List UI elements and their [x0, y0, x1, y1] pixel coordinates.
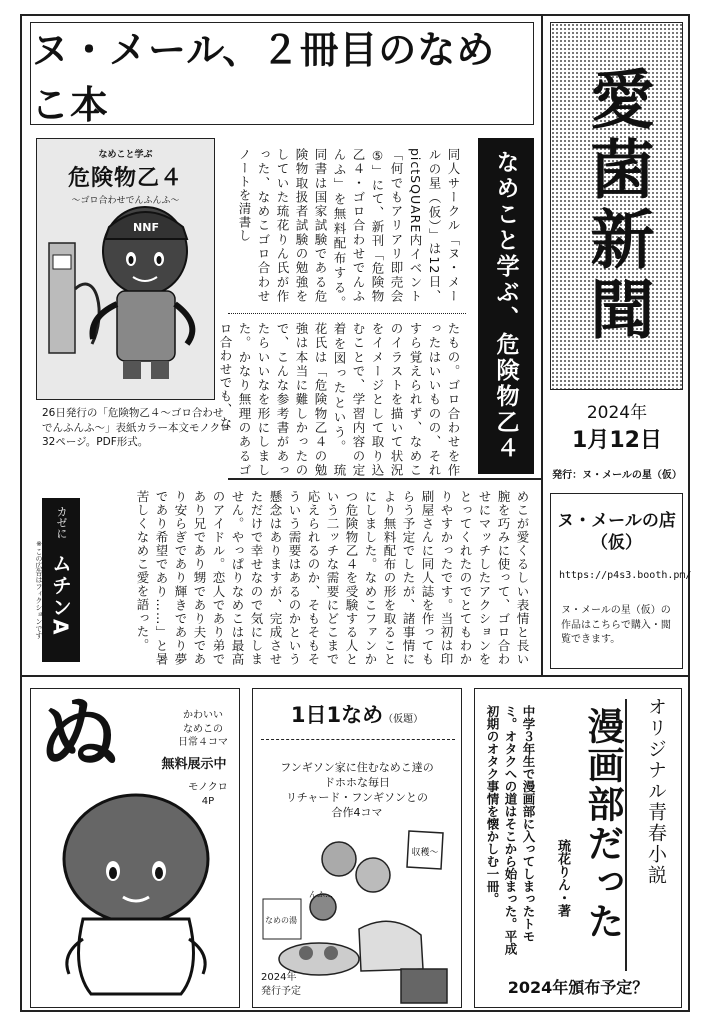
svg-text:んふ…: んふ…: [309, 890, 333, 899]
column-label: カゼに: [55, 506, 68, 539]
svg-text:収穫〜: 収穫〜: [411, 848, 439, 858]
nameko-mascot-icon: [37, 139, 215, 400]
headline: ヌ・メール、２冊目のなめこ本: [30, 22, 534, 125]
cover-caption: 26日発行の「危険物乙４〜ゴロ合わせでんふんふ〜」表紙カラー本文モノクロ32ページ。PDF形式。: [42, 407, 231, 449]
section-divider: [20, 675, 690, 677]
shop-name: ヌ・メールの店 （仮）: [557, 511, 676, 554]
column-title: ムチンA: [48, 553, 73, 637]
ad1-highlight: 無料展示中: [161, 757, 227, 772]
book-cover-image: [36, 138, 215, 400]
article-column-1: 同人サークル「ヌ・メールの星（仮）」は12日、pictSQUARE内イベント「何でもアリアリ即売会⑤」にて、新刊「危険物乙４・ゴロ合わせでんふんふ」を無料配布する。 同書は国家試験である危険物取扱者試験の勉強をしていた琉花りん氏が作った、なめこゴロ合わせノートを清書し: [237, 148, 461, 317]
ad2-description: フンギソン家に住むなめこ達の ドホホな毎日 リチャード・フンギソンとの 合作4コマ: [280, 761, 434, 819]
cover-cap-text: NNF: [133, 221, 159, 234]
shop-box: [550, 493, 692, 669]
article-column-2: たもの。ゴロ合わせを作ったはいいものの、それすら覚えられず、なめこのイラストを描いて状況をイメージとして取り込むことで、学習内容の定着を図ったという。 琉花氏は「危険物乙４の勉強は本当に難しかったので、こんな参考書があったらいいなを形にしました。かなり無理のあるゴロ合わせでも、な: [218, 322, 461, 477]
issue-year: 2024年: [586, 403, 648, 423]
ad3-release: 2024年頒布予定？: [507, 978, 649, 997]
article-column-3: めこが愛くるしい表情と長い腕を巧みに使って、ゴロ合わせにマッチしたアクションをとってくれたのでとてもわかりやすかったです。当初は印刷屋さんに同人誌を作ってもらう予定でしたが、諸事情により無料配布の形を取ることにしました。なめこファンかつ危険物乙４を受験する人という二ッチな需要にどこまで応えられるのか、そもそもそういう需要はあるのかという懸念はありますが、完成させただけで幸せなので気にしません。やっぱりなめこは最高のアイドル。恋人であり弟であり兄であり甥であり夫であり安らぎであり輝きであり夢であり希望であり……」と暑苦しくなめこ愛を語った。: [135, 490, 530, 666]
article-row-divider: [228, 313, 466, 314]
ad2-tentative: （仮題）: [383, 714, 424, 725]
column-ad: [42, 498, 80, 662]
fiction-note: ※この広告はフィクションです: [35, 540, 43, 639]
ad2-dash-line: [261, 739, 455, 740]
ad3-genre: オリジナル青春小説: [645, 697, 667, 886]
masthead: [550, 22, 683, 390]
ad1-big-letter: ぬ: [39, 688, 119, 781]
cover-small-title: なめこと学ぶ: [98, 150, 153, 160]
ad3-description: 中学３年生で漫画部に入ってしまったトモミ。オタクへの道はそこから始まった。平成初期のオタク事情を懐かしむ一冊。: [485, 705, 536, 955]
cover-subtitle: 〜ゴロ合わせでんふんふ〜: [71, 196, 180, 206]
ad2-title-row: [253, 699, 461, 729]
ad3-author: 琉花りん・著: [555, 839, 570, 917]
shop-url[interactable]: https://p4s3.booth.pm/: [559, 570, 692, 581]
publisher: 発行：ヌ・メールの星（仮）: [552, 470, 682, 481]
ad1-text: かわいい なめこの 日常４コマ: [178, 710, 228, 748]
article-divider: [228, 478, 541, 480]
issue-date: 1月12日: [572, 428, 662, 453]
cover-book-title: 危険物乙４: [67, 166, 183, 191]
svg-text:なめの湯: なめの湯: [265, 916, 297, 925]
nameko-character-icon: [51, 789, 221, 1004]
ad-nu-comic: [30, 688, 240, 1008]
ad2-title: 1日1なめ: [290, 703, 384, 727]
subheadline: なめこと学ぶ、危険物乙４: [478, 138, 534, 474]
ad1-format: モノクロ 4P: [188, 782, 228, 807]
ad-ichinichi-ichiname: [252, 688, 462, 1008]
ad-novel: [474, 688, 682, 1008]
column-divider: [541, 14, 543, 676]
ad3-title: 漫画部だった: [581, 707, 624, 941]
ad2-release: 2024年 発行予定: [261, 972, 301, 997]
paper-title: 愛菌新聞: [579, 66, 655, 346]
shop-description: ヌ・メールの星（仮）の作品はこちらで購入・閲覧できます。: [561, 605, 671, 645]
